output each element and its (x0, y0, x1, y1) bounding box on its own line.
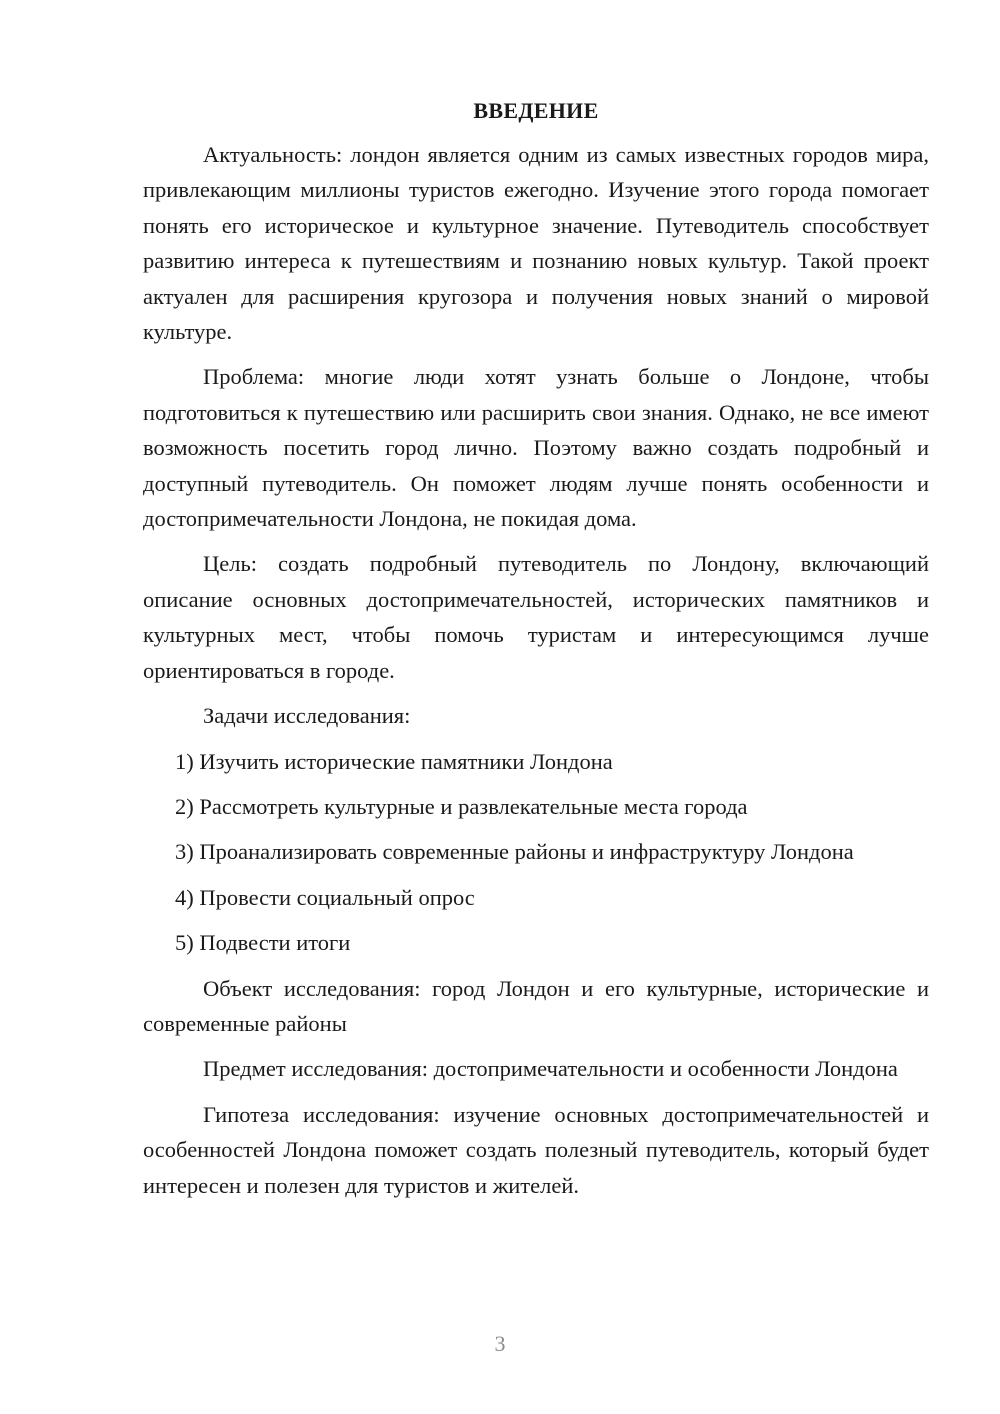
paragraph-hypothesis: Гипотеза исследования: изучение основных достопримечательностей и особенностей Лондона поможет создать полезный путеводитель, который будет интересен и полезен для туристов и жителей. (143, 1101, 929, 1198)
paragraph-problem: Проблема: многие люди хотят узнать больше о Лондоне, чтобы подготовиться к путешествию или расширить свои знания. Однако, не все имеют возможность посетить город лично. Поэтому важно создать подробный и доступный путеводитель. Он поможет людям лучше понять особенности и достопримечательности Лондона, не покидая дома. (143, 364, 929, 532)
task-item-3: 3) Проанализировать современные районы и инфраструктуру Лондона (175, 839, 854, 865)
task-item-5: 5) Подвести итоги (175, 930, 351, 956)
section-title: ВВЕДЕНИЕ (473, 98, 599, 123)
task-item-4: 4) Провести социальный опрос (175, 884, 475, 910)
paragraph-goal: Цель: создать подробный путеводитель по Лондону, включающий описание основных достопримечательностей, исторических памятников и культурных мест, чтобы помочь туристам и интересующимся лучше ориентироваться в городе. (143, 551, 929, 683)
task-item-2: 2) Рассмотреть культурные и развлекательные места города (175, 793, 748, 819)
paragraph-tasks-heading: Задачи исследования: (203, 703, 411, 729)
paragraph-subject: Предмет исследования: достопримечательности и особенности Лондона (203, 1056, 898, 1082)
page-number: 3 (494, 1331, 506, 1356)
paragraph-relevance: Актуальность: лондон является одним из самых известных городов мира, привлекающим миллионы туристов ежегодно. Изучение этого города помогает понять его историческое и культурное значение. Путеводитель способствует развитию интереса к путешествиям и познанию новых культур. Такой проект актуален для расширения кругозора и получения новых знаний о мировой культуре. (143, 142, 929, 345)
document-page (143, 93, 929, 1213)
task-item-1: 1) Изучить исторические памятники Лондона (175, 748, 613, 774)
paragraph-object: Объект исследования: город Лондон и его культурные, исторические и современные районы (143, 975, 929, 1036)
